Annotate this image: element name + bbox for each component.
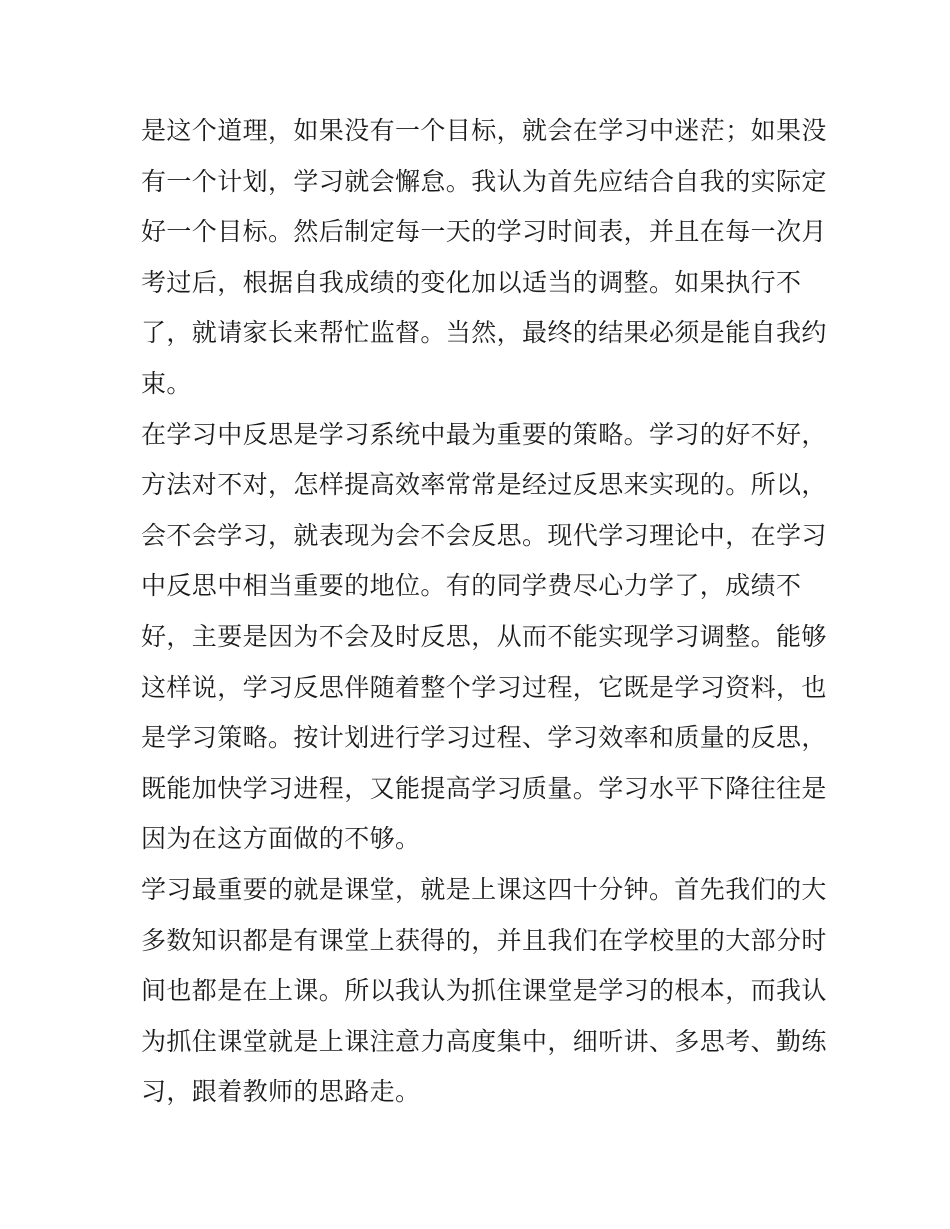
text-line: 考过后，根据自我成绩的变化加以适当的调整。如果执行不	[141, 267, 802, 297]
text-line: 是这个道理，如果没有一个目标，就会在学习中迷茫；如果没	[141, 116, 827, 145]
text-line: 好，主要是因为不会及时反思，从而不能实现学习调整。能够	[141, 621, 827, 651]
text-line: 这样说，学习反思伴随着整个学习过程，它既是学习资料，也	[141, 672, 827, 702]
text-line: 有一个计划，学习就会懈怠。我认为首先应结合自我的实际定	[141, 166, 827, 196]
text-line: 中反思中相当重要的地位。有的同学费尽心力学了，成绩不	[141, 571, 802, 601]
text-line: 因为在这方面做的不够。	[141, 824, 421, 854]
text-line: 间也都是在上课。所以我认为抓住课堂是学习的根本，而我认	[141, 976, 827, 1006]
document-body	[141, 106, 827, 1118]
text-line: 习，跟着教师的思路走。	[141, 1077, 421, 1107]
text-line: 多数知识都是有课堂上获得的，并且我们在学校里的大部分时	[141, 925, 827, 955]
text-line: 会不会学习，就表现为会不会反思。现代学习理论中，在学习	[141, 520, 827, 550]
text-line: 是学习策略。按计划进行学习过程、学习效率和质量的反思，	[141, 723, 827, 753]
text-line: 方法对不对，怎样提高效率常常是经过反思来实现的。所以，	[141, 470, 827, 500]
text-line: 好一个目标。然后制定每一天的学习时间表，并且在每一次月	[141, 217, 827, 247]
text-line: 束。	[141, 368, 192, 398]
text-line: 为抓住课堂就是上课注意力高度集中，细听讲、多思考、勤练	[141, 1026, 827, 1056]
text-line: 既能加快学习进程，又能提高学习质量。学习水平下降往往是	[141, 773, 827, 803]
text-line: 学习最重要的就是课堂，就是上课这四十分钟。首先我们的大	[141, 874, 827, 904]
text-line: 了，就请家长来帮忙监督。当然，最终的结果必须是能自我约	[141, 318, 827, 348]
text-line: 在学习中反思是学习系统中最为重要的策略。学习的好不好，	[141, 419, 827, 449]
